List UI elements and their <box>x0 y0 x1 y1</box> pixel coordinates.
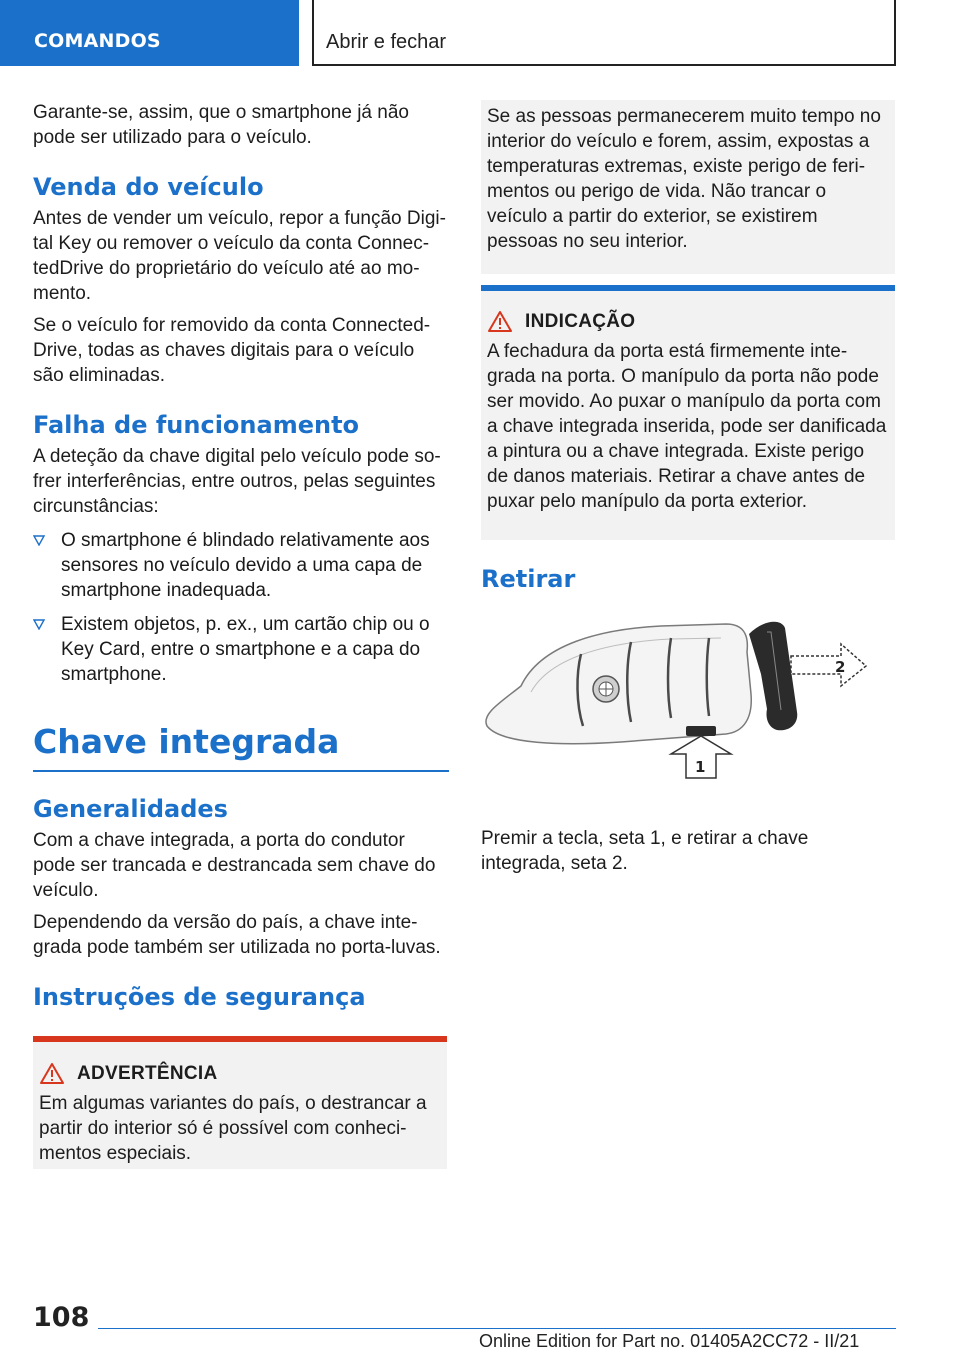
general-paragraph-1: Com a chave integrada, a porta do condutor pode ser trancada e destrancada sem chave do veículo. <box>33 830 436 901</box>
warning-title: ADVERTÊNCIA <box>77 1062 218 1084</box>
left-column <box>33 100 449 1169</box>
bullet-triangle-icon <box>33 535 45 546</box>
warning-bar <box>33 1036 447 1042</box>
warning-text: Em algumas variantes do país, o destrancar a partir do interior só é possível com conheci-mentos especiais. <box>39 1093 427 1164</box>
header-topic-label: Abrir e fechar <box>326 31 447 53</box>
bullet-text: Existem objetos, p. ex., um cartão chip ou o Key Card, entre o smartphone e a capa do smartphone. <box>61 614 430 685</box>
remove-heading: Retirar <box>481 565 576 593</box>
sale-heading: Venda do veículo <box>33 173 264 201</box>
header-topic-tab <box>312 0 896 66</box>
footer-rule <box>98 1328 896 1329</box>
note-header <box>481 310 895 333</box>
warning-header <box>33 1062 447 1085</box>
warning-triangle-icon <box>487 310 513 333</box>
bullet-text: O smartphone é blindado relativamente aos sensores no veículo devido a uma capa de smartphone inadequada. <box>61 530 430 601</box>
note-title: INDICAÇÃO <box>525 310 636 332</box>
warning-triangle-icon <box>39 1062 65 1085</box>
integrated-key-heading: Chave integrada <box>33 722 340 761</box>
warning-box-continued <box>481 100 895 274</box>
general-heading: Generalidades <box>33 795 228 823</box>
remove-text: Premir a tecla, seta 1, e retirar a chave integrada, seta 2. <box>481 828 809 874</box>
intro-paragraph: Garante-se, assim, que o smartphone já não pode ser utilizado para o veículo. <box>33 102 409 148</box>
list-item <box>33 612 449 687</box>
fault-bullet-list <box>33 528 449 687</box>
figure-label-2: 2 <box>835 658 846 676</box>
right-column <box>481 100 897 883</box>
figure-label-1: 1 <box>695 758 706 776</box>
safety-heading: Instruções de segurança <box>33 983 366 1011</box>
note-box <box>481 285 895 540</box>
warning-box <box>33 1036 447 1169</box>
note-text: A fechadura da porta está firmemente inte-grada na porta. O manípulo da porta não pode ser movido. Ao puxar o manípulo da porta com a chave integrada inserida, pode ser danificada a pintura ou a chave integrada. Existe perigo de danos materiais. Retirar a chave antes de puxar pelo manípulo da porta exterior. <box>487 341 887 512</box>
page-number: 108 <box>33 1302 90 1333</box>
warning-continued-text: Se as pessoas permanecerem muito tempo no interior do veículo e forem, assim, expostas a temperaturas extremas, existe perigo de feri-mentos ou perigo de vida. Não trancar o veículo a partir do exterior, se existirem pessoas no seu interior. <box>487 106 881 252</box>
key-illustration <box>481 614 881 798</box>
footer-edition: Online Edition for Part no. 01405A2CC72 - II/21 <box>479 1331 860 1351</box>
header-section-label: COMANDOS <box>34 30 161 52</box>
sale-paragraph-1: Antes de vender um veículo, repor a função Digi-tal Key ou remover o veículo da conta Connec-tedDrive do proprietário do veículo até ao mo-mento. <box>33 208 446 304</box>
general-paragraph-2: Dependendo da versão do país, a chave inte-grada pode também ser utilizada no porta-luvas. <box>33 912 441 958</box>
header-section-tab <box>0 0 299 66</box>
sale-paragraph-2: Se o veículo for removido da conta Connected-Drive, todas as chaves digitais para o veículo são eliminadas. <box>33 315 431 386</box>
fault-paragraph: A deteção da chave digital pelo veículo pode so-frer interferências, entre outros, pelas seguintes circunstâncias: <box>33 446 441 517</box>
bullet-triangle-icon <box>33 619 45 630</box>
fault-heading: Falha de funcionamento <box>33 411 360 439</box>
note-bar <box>481 285 895 291</box>
list-item <box>33 528 449 603</box>
